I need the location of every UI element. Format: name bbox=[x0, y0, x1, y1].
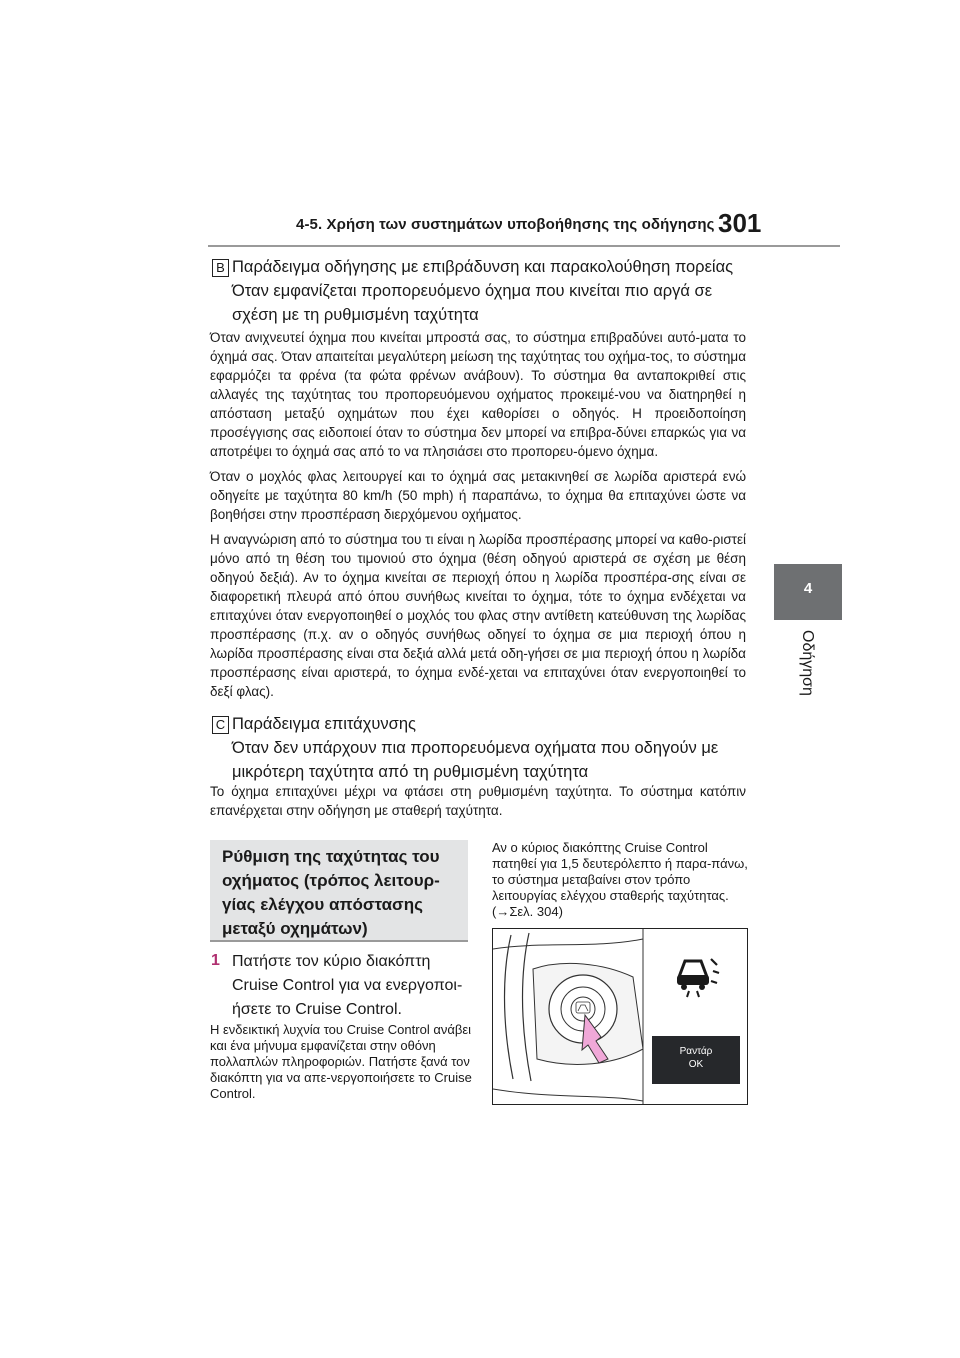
badge-b: B bbox=[212, 259, 229, 277]
page-number: 301 bbox=[718, 208, 762, 238]
badge-c: C bbox=[212, 716, 229, 734]
section-heading bbox=[222, 845, 466, 941]
long-press-note: Αν ο κύριος διακόπτης Cruise Control πατηθεί για 1,5 δευτερόλεπτο ή παρα-πάνω, το σύστημα μεταβαίνει στον τρόπο λειτουργίας ελέγχου σταθερής ταχύτητας. (→Σελ. 304) bbox=[492, 840, 748, 919]
display-message-line2: OK bbox=[688, 1059, 704, 1070]
step-number: 1 bbox=[211, 952, 220, 969]
block-b-paragraph-2: Όταν ο μοχλός φλας λειτουργεί και το όχημά σας μετακινηθεί σε λωρίδα αριστερά ενώ οδηγείτε με ταχύτητα 80 km/h (50 mph) ή παραπάνω, το όχημα θα επιταχύνει ώστε να βοηθήσει στην προσπέραση διερχόμενου οχήματος. bbox=[210, 469, 746, 522]
block-b-heading-line1: Παράδειγμα οδήγησης με επιβράδυνση και παρακολούθηση πορείας bbox=[232, 258, 734, 276]
block-c-paragraph-1: Το όχημα επιταχύνει μέχρι να φτάσει στη ρυθμισμένη ταχύτητα. Το σύστημα κατόπιν επανέρχεται στην οδήγηση με σταθερή ταχύτητα. bbox=[210, 784, 746, 818]
chapter-label: Οδήγηση bbox=[799, 630, 816, 696]
section-heading-line3: γίας ελέγχου απόστασης bbox=[222, 895, 423, 914]
block-b-heading-line2: Όταν εμφανίζεται προπορευόμενο όχημα που κινείται πιο αργά σε bbox=[232, 282, 713, 300]
block-b-body bbox=[210, 328, 746, 707]
block-b-heading-line3: σχέση με τη ρυθμισμένη ταχύτητα bbox=[232, 306, 479, 324]
section-heading-line4: μεταξύ οχημάτων) bbox=[222, 919, 368, 938]
display-message bbox=[652, 1045, 740, 1071]
block-b-paragraph-1: Όταν ανιχνευτεί όχημα που κινείται μπροστά σας, το σύστημα επιβραδύνει αυτό-ματα το όχημά σας. Όταν απαιτείται μεγαλύτερη μείωση της ταχύτητας του οχήμα-τος, το σύστημα εφαρμόζει τα φρένα (τα φώτα φρένων ανάβουν). Το σύστημα θα ανταποκριθεί στις αλλαγές της ταχύτητας του προπορευόμενου οχήματος προκειμέ-νου να διατηρηθεί η απόσταση μεταξύ οχημάτων που έχει καθορίσει ο οδηγός. Η προειδοποίηση προσέγγισης σας ειδοποιεί όταν το σύστημα δεν μπορεί να επιβρα-δύνει επαρκώς για να αποτρέψει το όχημά σας από το να πλησιάσει στο προπορευ-όμενο όχημα. bbox=[210, 330, 746, 459]
step-instruction bbox=[232, 950, 472, 1022]
block-b-paragraph-3: Η αναγνώριση από το σύστημα του τι είναι η λωρίδα προσπέρασης μπορεί να καθο-ριστεί μόνο από τη θέση του τιμονιού στο όχημα (θέση οδηγού αριστερά σε σχέση με θέση οδηγού δεξιά). Αν το όχημα κινείται σε περιοχή όπου η λωρίδα προσπέρα-σης είναι σε διαφορετική πλευρά από όπου συνήθως κινείται το όχημα, τότε το όχημα ενδέχεται να επιταχύνει όταν ενεργοποιηθεί ο μοχλός του φλας στην αντίθετη κατεύθυνση της λωρίδας προσπέρασης (π.χ. αν ο οδηγός συνήθως οδηγεί το όχημα σε μια περιοχή όπου η λωρίδα προσπέρασης είναι στα δεξιά αλλά μετά οδη-γήσει σε μια περιοχή όπου η λωρίδα προσπέρασης είναι αριστερά, το όχημα ενδέ-χεται να επιταχύνει όταν ενεργοποιηθεί το δεξί φλας). bbox=[210, 532, 746, 699]
radar-cruise-indicator-icon bbox=[677, 959, 719, 997]
header-divider bbox=[208, 245, 840, 247]
switch-radar-icon bbox=[576, 1002, 590, 1013]
block-c-heading-line3: μικρότερη ταχύτητα από τη ρυθμισμένη ταχύτητα bbox=[232, 763, 589, 781]
step-instruction-line1: Πατήστε τον κύριο διακόπτη bbox=[232, 953, 431, 970]
step-instruction-line2: Cruise Control για να ενεργοποι- bbox=[232, 977, 463, 994]
block-b-heading bbox=[232, 255, 772, 327]
display-message-line1: Ραντάρ bbox=[679, 1046, 713, 1057]
block-c-heading bbox=[232, 712, 772, 784]
section-heading-line1: Ρύθμιση της ταχύτητας του bbox=[222, 847, 440, 866]
block-c-heading-line2: Όταν δεν υπάρχουν πια προπορευόμενα οχήματα που οδηγούν με bbox=[232, 739, 719, 757]
step-note: Η ενδεικτική λυχνία του Cruise Control ανάβει και ένα μήνυμα εμφανίζεται στην οθόνη πολλαπλών πληροφοριών. Πατήστε ξανά τον διακόπτη για να απε-νεργοποιήσετε το Cruise Control. bbox=[210, 1022, 472, 1101]
block-c-body bbox=[210, 782, 746, 826]
step-instruction-line3: ήσετε το Cruise Control. bbox=[232, 1001, 402, 1018]
running-header-title: 4-5. Χρήση των συστημάτων υποβοήθησης της οδήγησης bbox=[296, 216, 715, 233]
block-c-heading-line1: Παράδειγμα επιτάχυνσης bbox=[232, 715, 416, 733]
chapter-number: 4 bbox=[803, 580, 813, 597]
section-heading-line2: οχήματος (τρόπος λειτουρ- bbox=[222, 871, 440, 890]
